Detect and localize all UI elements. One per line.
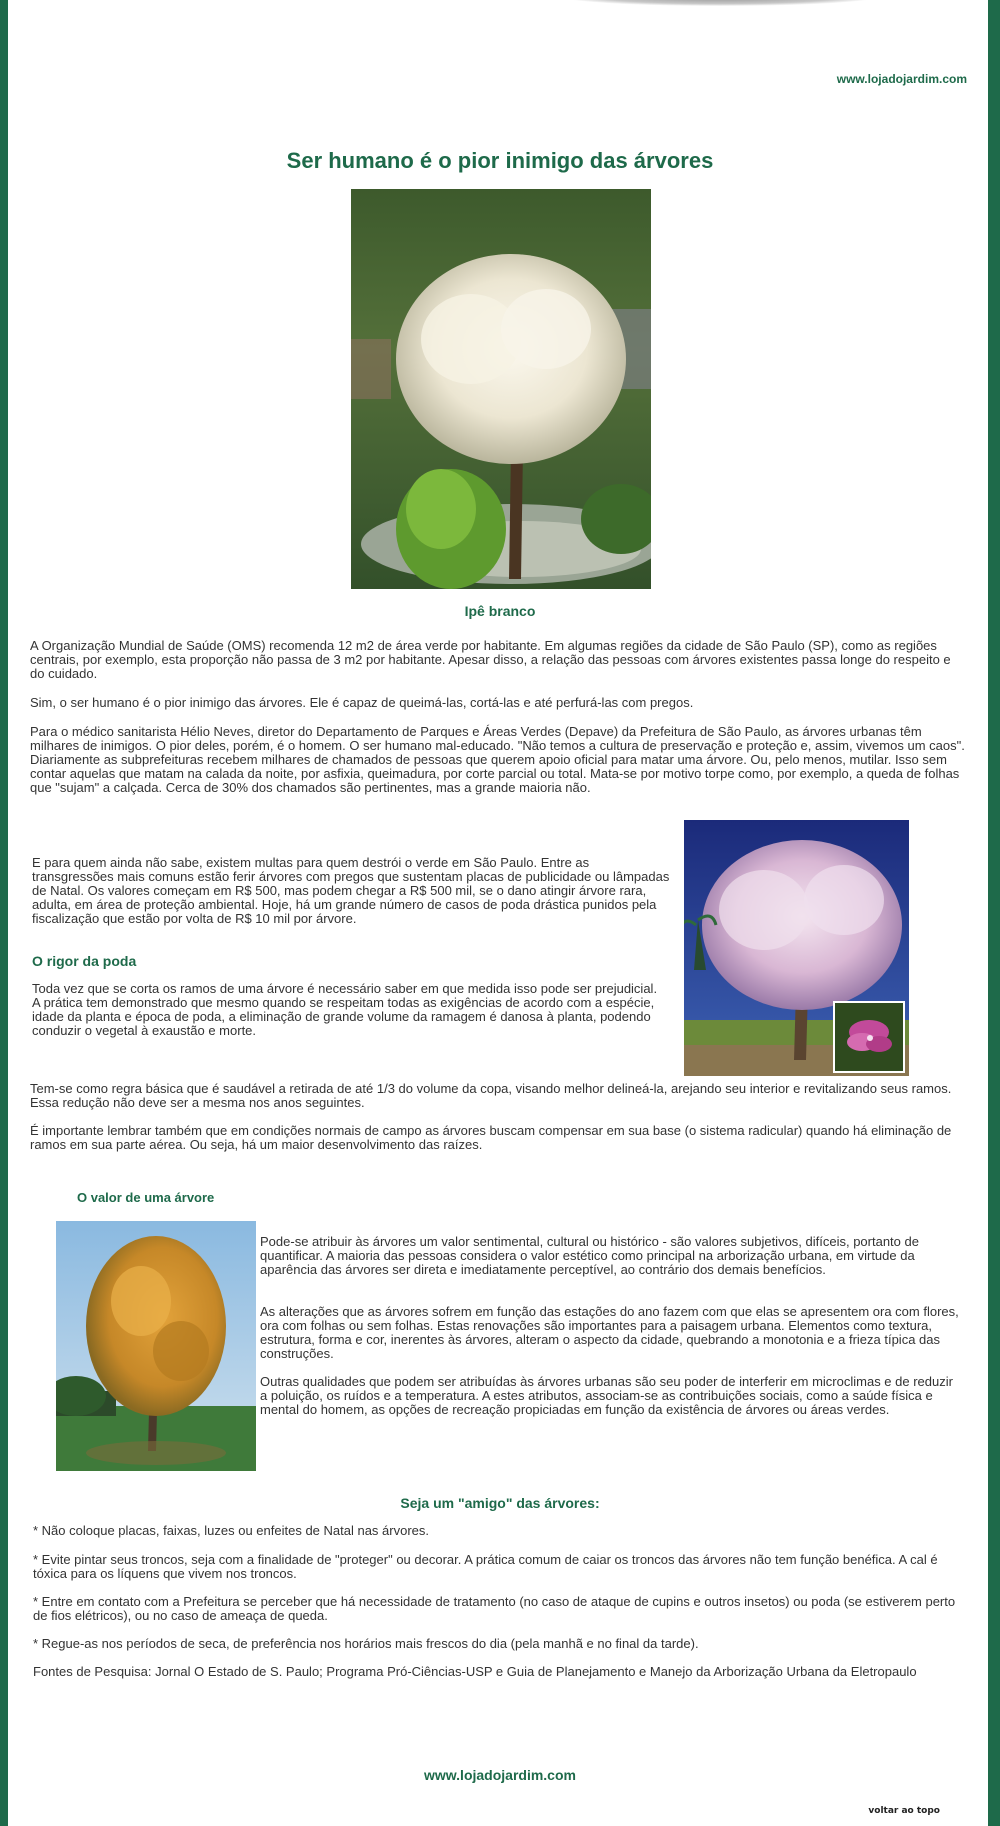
friend-heading: Seja um "amigo" das árvores: — [400, 1495, 600, 1511]
tip-1: * Não coloque placas, faixas, luzes ou enfeites de Natal nas árvores. — [33, 1523, 430, 1538]
main-image-caption: Ipê branco — [464, 603, 536, 619]
intro-paragraph-1: A Organização Mundial de Saúde (OMS) recomenda 12 m2 de área verde por habitante. Em algumas regiões da cidade de São Paulo (SP), como as regiões centrais, por exemplo, esta proporção não passa de 3 m2 por habitante. Apesar disso, a relação das pessoas com árvores existentes passa longe do respeito e do cuidado. — [30, 638, 951, 681]
sources-text: Fontes de Pesquisa: Jornal O Estado de S. Paulo; Programa Pró-Ciências-USP e Guia de Planejamento e Manejo da Arborização Urbana da Eletropaulo — [33, 1664, 917, 1679]
ipe-branco-photo — [351, 189, 651, 589]
pruning-heading: O rigor da poda — [32, 953, 137, 969]
site-link-footer[interactable]: www.lojadojardim.com — [424, 1767, 576, 1783]
value-paragraph-1: Pode-se atribuir às árvores um valor sentimental, cultural ou histórico - são valores subjetivos, difíceis, portanto de quantificar. A maioria das pessoas considera o valor estético como principal na arborização urbana, em virtude da aparência das árvores ser direta e imediatamente perceptível, ao contrário dos demais benefícios. — [260, 1234, 919, 1277]
pruning-paragraph-3: É importante lembrar também que em condições normais de campo as árvores buscam compensar em sua base (o sistema radicular) quando há eliminação de ramos em sua parte aérea. Ou seja, há um maior desenvolvimento das raízes. — [30, 1123, 952, 1152]
pruning-paragraph-2: Tem-se como regra básica que é saudável a retirada de até 1/3 do volume da copa, visando melhor delineá-la, arejando seu interior e revitalizando seus ramos. Essa redução não deve ser a mesma nos anos seguintes. — [30, 1081, 952, 1110]
tip-2: * Evite pintar seus troncos, seja com a finalidade de "proteger" ou decorar. A prática comum de caiar os troncos das árvores não tem função benéfica. A cal é tóxica para os líquens que vivem nos troncos. — [33, 1552, 938, 1581]
value-paragraph-3: Outras qualidades que podem ser atribuídas às árvores urbanas são seu poder de interferir em microclimas e de reduzir a poluição, os ruídos e a temperatura. A estes atributos, associam-se as contribuições sociais, como a saúde física e mental do homem, as opções de recreação propiciadas em função da existência de árvores ou áreas verdes. — [260, 1374, 953, 1417]
tip-3: * Entre em contato com a Prefeitura se perceber que há necessidade de tratamento (no caso de ataque de cupins e outros insetos) ou poda (se estiverem perto de fios elétricos), ou no caso de ameaça de queda. — [33, 1594, 956, 1623]
back-to-top-link[interactable]: voltar ao topo — [868, 1806, 940, 1816]
pruning-paragraph-1: Toda vez que se corta os ramos de uma árvore é necessário saber em que medida isso pode ser prejudicial. A prática tem demonstrado que mesmo quando se respeitam todas as exigências de acordo com a espécie, idade da planta e época de poda, a eliminação de grande volume da ramagem é danosa à planta, podendo conduzir o vegetal à exaustão e morte. — [32, 981, 658, 1038]
value-heading: O valor de uma árvore — [77, 1190, 215, 1205]
autumn-tree-photo — [56, 1221, 256, 1471]
pink-flowering-tree-photo — [684, 820, 909, 1076]
intro-paragraph-3: Para o médico sanitarista Hélio Neves, diretor do Departamento de Parques e Áreas Verdes (Depave) da Prefeitura de São Paulo, as árvores urbanas têm milhares de inimigos. O pior deles, porém, é o homem. O ser humano mal-educado. "Não temos a cultura de preservação e proteção e, assim, vivemos um caos". Diariamente as subprefeituras recebem milhares de chamados de pessoas que querem apoio oficial para matar uma árvore. Ou, pelo menos, mutilar. Isso sem contar aquelas que matam na calada da noite, por asfixia, queimadura, por corte parcial ou total. Mata-se por motivo torpe como, por exemplo, a queda de folhas que "sujam" a calçada. Cerca de 30% dos chamados são pertinentes, mas a grande maioria não. — [30, 724, 965, 795]
intro-paragraph-2: Sim, o ser humano é o pior inimigo das árvores. Ele é capaz de queimá-las, cortá-las e até perfurá-las com pregos. — [30, 695, 694, 710]
value-paragraph-2: As alterações que as árvores sofrem em função das estações do ano fazem com que elas se apresentem ora com flores, ora com folhas ou sem folhas. Estas renovações são importantes para a paisagem urbana. Elementos como textura, estrutura, forma e cor, inerentes às árvores, alteram o aspecto da cidade, quebrando a monotonia e a frieza típica das construções. — [260, 1304, 959, 1361]
page-title: Ser humano é o pior inimigo das árvores — [286, 148, 714, 173]
site-link-top[interactable]: www.lojadojardim.com — [836, 72, 967, 86]
tip-4: * Regue-as nos períodos de seca, de preferência nos horários mais frescos do dia (pela manhã e no final da tarde). — [33, 1636, 699, 1651]
fines-paragraph: E para quem ainda não sabe, existem multas para quem destrói o verde em São Paulo. Entre as transgressões mais comuns estão ferir árvores com pregos que sustentam placas de publicidade ou lâmpadas de Natal. Os valores começam em R$ 500, mas podem chegar a R$ 500 mil, se o dano atingir árvore rara, adulta, em área de proteção ambiental. Hoje, há um grande número de casos de poda drástica punidos pela fiscalização que estão por volta de R$ 10 mil por árvore. — [32, 855, 670, 926]
